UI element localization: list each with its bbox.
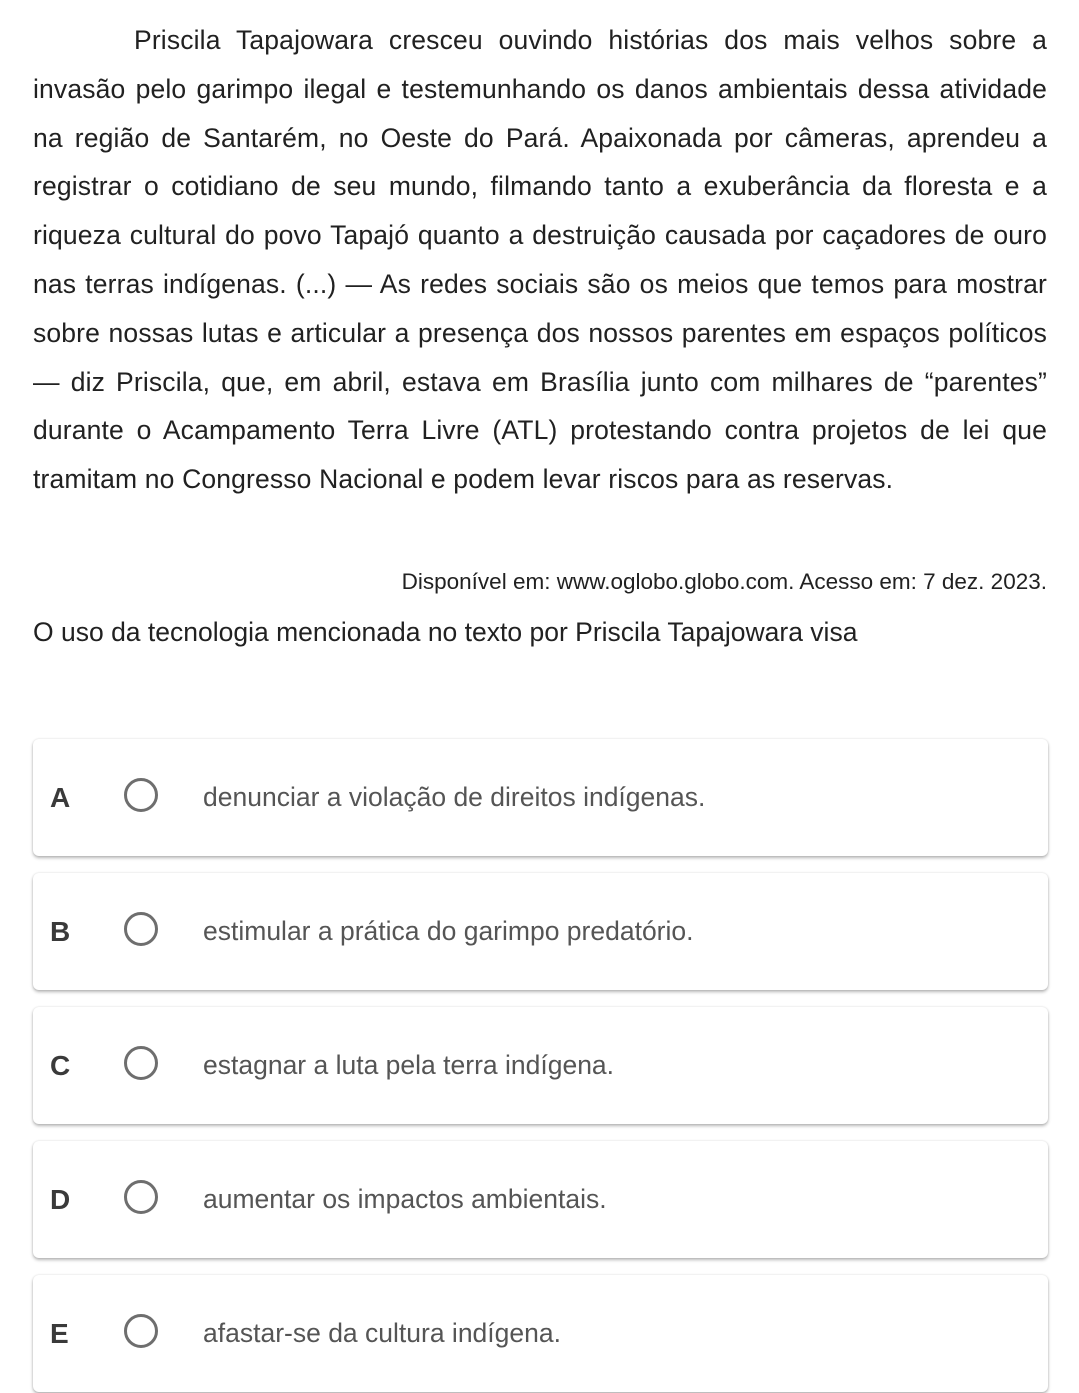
question-stem: O uso da tecnologia mencionada no texto por Priscila Tapajowara visa xyxy=(33,617,858,647)
radio-button-icon[interactable] xyxy=(124,778,158,812)
option-letter: A xyxy=(50,782,71,813)
radio-button-icon[interactable] xyxy=(124,1180,158,1214)
option-letter: D xyxy=(50,1184,71,1215)
radio-button-icon[interactable] xyxy=(124,1046,158,1080)
option-d[interactable] xyxy=(33,1141,1048,1258)
option-text: estagnar a luta pela terra indígena. xyxy=(203,1050,615,1080)
option-b[interactable] xyxy=(33,873,1048,990)
option-text: aumentar os impactos ambientais. xyxy=(203,1184,607,1214)
option-c[interactable] xyxy=(33,1007,1048,1124)
option-text: estimular a prática do garimpo predatório. xyxy=(203,916,694,946)
option-letter: E xyxy=(50,1318,69,1349)
option-letter: C xyxy=(50,1050,71,1081)
source-citation: Disponível em: www.oglobo.globo.com. Acesso em: 7 dez. 2023. xyxy=(401,569,1047,594)
option-text: denunciar a violação de direitos indígenas. xyxy=(203,782,706,812)
option-a[interactable] xyxy=(33,739,1048,856)
option-e[interactable] xyxy=(33,1275,1048,1392)
option-text: afastar-se da cultura indígena. xyxy=(203,1318,561,1348)
option-letter: B xyxy=(50,916,71,947)
radio-button-icon[interactable] xyxy=(124,912,158,946)
passage-text: Priscila Tapajowara cresceu ouvindo histórias dos mais velhos sobre a invasão pelo garimpo ilegal e testemunhando os danos ambientais dessa atividade na região de Santarém, no Oeste do Pará. Apaixonada por câmeras, aprendeu a registrar o cotidiano de seu mundo, filmando tanto a exuberância da floresta e a riqueza cultural do povo Tapajó quanto a destruição causada por caçadores de ouro nas terras indígenas. (...) — As redes sociais são os meios que temos para mostrar sobre nossas lutas e articular a presença dos nossos parentes em espaços políticos — diz Priscila, que, em abril, estava em Brasília junto com milhares de “parentes” durante o Acampamento Terra Livre (ATL) protestando contra projetos de lei que tramitam no Congresso Nacional e podem levar riscos para as reservas. xyxy=(33,25,1047,495)
radio-button-icon[interactable] xyxy=(124,1314,158,1348)
